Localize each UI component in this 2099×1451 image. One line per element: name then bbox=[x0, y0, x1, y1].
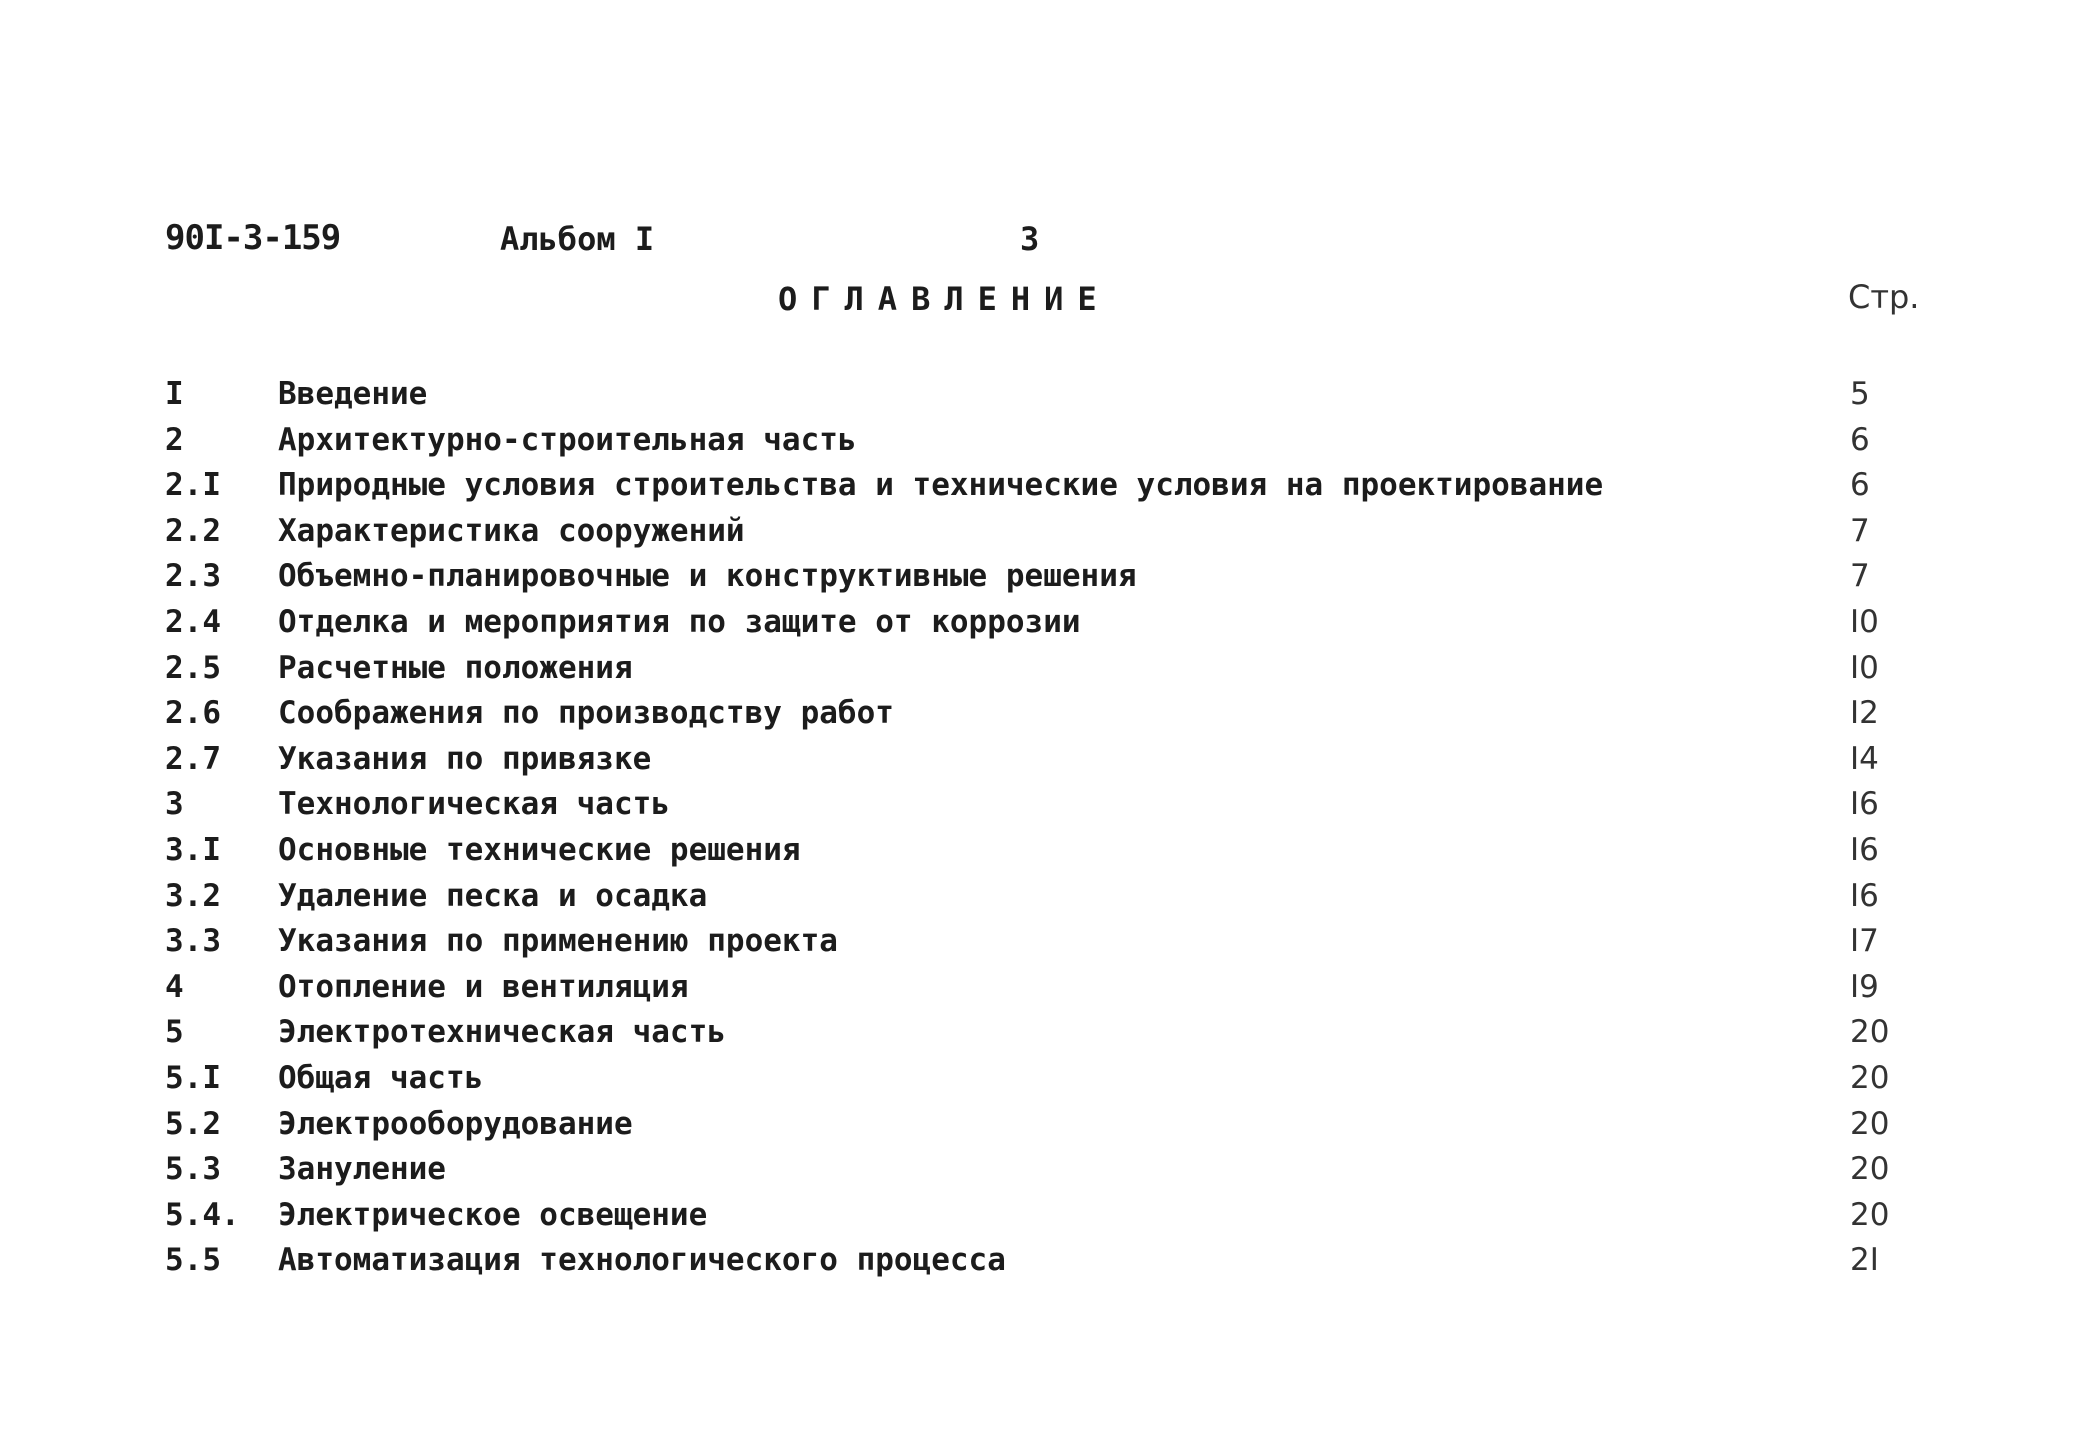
toc-section-title: Соображения по производству работ bbox=[278, 695, 894, 732]
toc-page-number: 5 bbox=[1850, 376, 1870, 412]
toc-section-title: Характеристика сооружений bbox=[278, 512, 745, 549]
toc-row bbox=[165, 1102, 1925, 1148]
toc-row bbox=[165, 1147, 1925, 1193]
toc-section-number: 2.6 bbox=[165, 695, 221, 732]
toc-page-number: 20 bbox=[1850, 1105, 1890, 1142]
toc-page-number: 20 bbox=[1850, 1196, 1890, 1233]
page-column-header: Стр. bbox=[1848, 278, 1920, 316]
toc-page-number: I0 bbox=[1850, 649, 1879, 686]
toc-row bbox=[165, 691, 1925, 737]
page-title: ОГЛАВЛЕНИЕ bbox=[778, 280, 1111, 318]
toc-section-title: Указания по привязке bbox=[278, 740, 652, 777]
toc-page-number: I0 bbox=[1850, 603, 1879, 640]
toc-section-number: 5.5 bbox=[165, 1242, 221, 1279]
toc-row bbox=[165, 554, 1925, 600]
toc-section-title: Технологическая часть bbox=[278, 786, 670, 823]
toc-section-title: Отопление и вентиляция bbox=[278, 968, 689, 1005]
toc-section-number: 5 bbox=[165, 1014, 184, 1051]
toc-section-title: Основные технические решения bbox=[278, 831, 801, 868]
toc-section-number: 5.I bbox=[165, 1059, 221, 1096]
toc-section-number: 5.2 bbox=[165, 1105, 221, 1142]
toc-section-title: Электротехническая часть bbox=[278, 1014, 726, 1051]
toc-page-number: 6 bbox=[1850, 467, 1870, 504]
toc-section-number: 2.3 bbox=[165, 558, 221, 595]
toc-row bbox=[165, 919, 1925, 965]
toc-page-number: 20 bbox=[1850, 1059, 1890, 1096]
toc-page-number: I6 bbox=[1850, 786, 1879, 823]
toc-section-number: 3.2 bbox=[165, 877, 221, 914]
toc-section-number: 4 bbox=[165, 968, 184, 1005]
toc-row bbox=[165, 372, 1925, 418]
toc-section-title: Электрическое освещение bbox=[278, 1196, 708, 1233]
toc-row bbox=[165, 828, 1925, 874]
toc-section-title: Электрооборудование bbox=[278, 1105, 633, 1142]
toc-section-number: 3.I bbox=[165, 831, 221, 868]
toc-section-title: Природные условия строительства и технические условия на проектирование bbox=[278, 467, 1604, 504]
toc-section-number: 3 bbox=[165, 786, 184, 823]
toc-section-number: 5.3 bbox=[165, 1151, 221, 1188]
toc-section-number: 2.7 bbox=[165, 740, 221, 777]
toc-section-number: 2 bbox=[165, 421, 184, 458]
toc-section-title: Указания по применению проекта bbox=[278, 923, 838, 960]
toc-page-number: 6 bbox=[1850, 421, 1870, 458]
toc-section-title: Архитектурно-строительная часть bbox=[278, 421, 857, 458]
document-code: 90I-3-159 bbox=[165, 218, 341, 258]
toc-section-title: Расчетные положения bbox=[278, 649, 633, 686]
toc-page-number: I6 bbox=[1850, 877, 1879, 914]
toc-section-number: I bbox=[165, 376, 184, 412]
toc-row bbox=[165, 600, 1925, 646]
toc-page-number: 7 bbox=[1850, 558, 1870, 595]
toc-section-title: Объемно-планировочные и конструктивные решения bbox=[278, 558, 1137, 595]
page-number: 3 bbox=[1020, 220, 1040, 258]
table-of-contents bbox=[165, 372, 1925, 1284]
toc-row bbox=[165, 1193, 1925, 1239]
toc-row bbox=[165, 737, 1925, 783]
toc-section-number: 2.4 bbox=[165, 603, 221, 640]
toc-row bbox=[165, 509, 1925, 555]
toc-section-title: Зануление bbox=[278, 1151, 446, 1188]
toc-section-number: 2.2 bbox=[165, 512, 221, 549]
toc-page-number: I9 bbox=[1850, 968, 1879, 1005]
toc-page-number: I2 bbox=[1850, 695, 1879, 732]
toc-page-number: I6 bbox=[1850, 831, 1879, 868]
album-label: Альбом I bbox=[500, 220, 655, 258]
toc-row bbox=[165, 874, 1925, 920]
toc-section-number: 3.3 bbox=[165, 923, 221, 960]
toc-row bbox=[165, 1238, 1925, 1284]
toc-row bbox=[165, 1056, 1925, 1102]
toc-row bbox=[165, 1010, 1925, 1056]
toc-page-number: 2I bbox=[1850, 1242, 1879, 1279]
toc-row bbox=[165, 782, 1925, 828]
toc-section-title: Общая часть bbox=[278, 1059, 484, 1096]
toc-section-number: 2.I bbox=[165, 467, 221, 504]
toc-section-title: Автоматизация технологического процесса bbox=[278, 1242, 1006, 1279]
toc-page-number: I4 bbox=[1850, 740, 1879, 777]
toc-section-title: Введение bbox=[278, 376, 428, 412]
toc-page-number: I7 bbox=[1850, 923, 1879, 960]
toc-section-number: 2.5 bbox=[165, 649, 221, 686]
toc-page-number: 20 bbox=[1850, 1151, 1890, 1188]
toc-section-title: Удаление песка и осадка bbox=[278, 877, 708, 914]
toc-row bbox=[165, 463, 1925, 509]
toc-section-title: Отделка и мероприятия по защите от коррозии bbox=[278, 603, 1081, 640]
toc-row bbox=[165, 646, 1925, 692]
toc-row bbox=[165, 965, 1925, 1011]
toc-page-number: 7 bbox=[1850, 512, 1870, 549]
toc-row bbox=[165, 418, 1925, 464]
toc-section-number: 5.4. bbox=[165, 1196, 240, 1233]
toc-page-number: 20 bbox=[1850, 1014, 1890, 1051]
